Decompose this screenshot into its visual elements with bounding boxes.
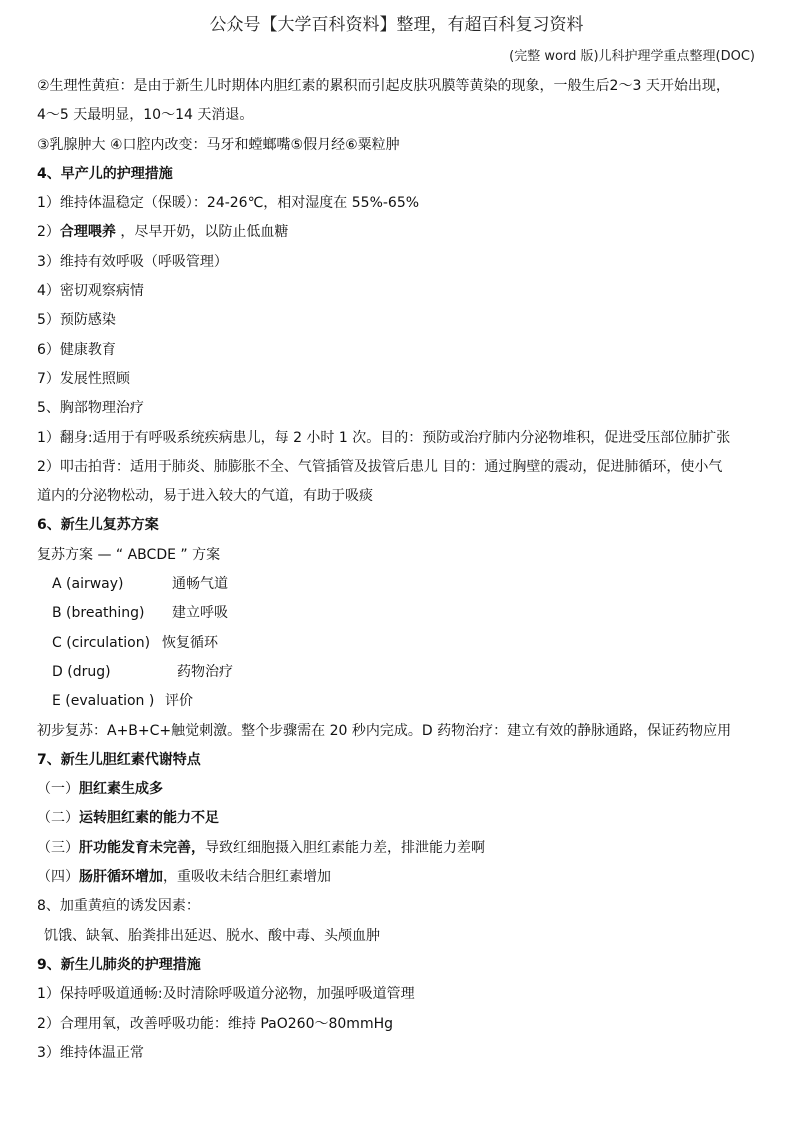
abcde-value: 建立呼吸 [172, 605, 228, 622]
list-item: 2）合理用氧，改善呼吸功能：维持 PaO260～80mmHg [37, 1015, 393, 1032]
list-item-emphasis: 胆红素生成多 [79, 781, 163, 798]
section-heading: 9、新生儿肺炎的护理措施 [37, 956, 201, 973]
paragraph-line: 饥饿、缺氧、胎粪排出延迟、脱水、酸中毒、头颅血肿 [44, 927, 380, 944]
list-item-text: 导致红细胞摄入胆红素能力差，排泄能力差啊 [205, 839, 485, 856]
list-item-prefix: 2） [37, 224, 60, 241]
abcde-key: A (airway) [52, 576, 124, 593]
list-item: 3）维持体温正常 [37, 1044, 144, 1061]
list-item: 7）发展性照顾 [37, 370, 130, 387]
list-item-prefix: （二） [37, 810, 79, 827]
abcde-key: C (circulation) [52, 634, 151, 651]
list-item-emphasis: 肠肝循环增加 [79, 869, 163, 886]
list-item-text: ，尽早开奶，以防止低血糖 [115, 224, 289, 241]
list-item: 1）维持体温稳定（保暖）：24-26℃，相对湿度在 55%-65% [37, 195, 420, 212]
list-item [37, 775, 762, 804]
list-item-continuation: 道内的分泌物松动，易于进入较大的气道，有助于吸痰 [37, 488, 373, 505]
list-item-prefix: （一） [37, 781, 79, 798]
abcde-value: 评价 [165, 693, 193, 710]
abcde-value: 通畅气道 [172, 576, 228, 593]
list-item [37, 804, 762, 833]
section-heading: 5、胸部物理治疗 [37, 400, 144, 417]
list-item: 1）翻身:适用于有呼吸系统疾病患儿，每 2 小时 1 次。目的：预防或治疗肺内分泌物堆积，促进受压部位肺扩张 [37, 429, 731, 446]
list-item [37, 863, 762, 892]
paragraph-line: 复苏方案 — “ ABCDE ” 方案 [37, 546, 221, 563]
list-item: 5）预防感染 [37, 312, 116, 329]
paragraph-line: 4～5 天最明显，10～14 天消退。 [37, 107, 254, 124]
list-item-text: ，重吸收未结合胆红素增加 [163, 869, 331, 886]
list-item-emphasis: 运转胆红素的能力不足 [79, 810, 219, 827]
abcde-row [37, 687, 762, 716]
list-item: 1）保持呼吸道通畅:及时清除呼吸道分泌物，加强呼吸道管理 [37, 986, 415, 1003]
abcde-row [37, 629, 762, 658]
abcde-key: B (breathing) [52, 605, 145, 622]
list-item: 3）维持有效呼吸（呼吸管理） [37, 253, 228, 270]
paragraph-line: ②生理性黄疸：是由于新生儿时期体内胆红素的累积而引起皮肤巩膜等黄染的现象，一般生后2～3 天开始出现， [37, 78, 730, 94]
paragraph-line: ③乳腺肿大 ④口腔内改变：马牙和螳螂嘴⑤假月经⑥粟粒肿 [37, 136, 400, 153]
list-item: 4）密切观察病情 [37, 283, 144, 300]
list-item-emphasis: 合理喂养 [59, 224, 116, 241]
abcde-row [37, 599, 762, 628]
section-heading: 6、新生儿复苏方案 [37, 517, 159, 534]
abcde-row [37, 570, 762, 599]
list-item [37, 218, 762, 247]
page-header-title: 公众号【大学百科资料】整理，有超百科复习资料 [209, 15, 584, 35]
abcde-key: D (drug) [52, 663, 111, 680]
section-heading: 4、早产儿的护理措施 [37, 165, 173, 182]
section-heading: 7、新生儿胆红素代谢特点 [37, 751, 201, 768]
section-heading: 8、加重黄疸的诱发因素： [37, 898, 200, 915]
list-item: 2）叩击拍背：适用于肺炎、肺膨胀不全、气管插管及拔管后患儿 目的：通过胸壁的震动，促进肺循环，使小气 [37, 458, 723, 475]
document-body [37, 72, 762, 1068]
abcde-row [37, 658, 762, 687]
list-item [37, 834, 762, 863]
paragraph-line: 初步复苏：A+B+C+触觉刺激。整个步骤需在 20 秒内完成。D 药物治疗：建立有效的静脉通路，保证药物应用 [37, 722, 732, 739]
list-item-prefix: （三） [37, 839, 79, 856]
list-item-prefix: （四） [37, 869, 79, 886]
abcde-value: 恢复循环 [162, 634, 218, 651]
list-item: 6）健康教育 [37, 341, 116, 358]
document-subtitle: (完整 word 版)儿科护理学重点整理(DOC) [509, 49, 755, 64]
abcde-key: E (evaluation ) [52, 693, 155, 710]
abcde-value: 药物治疗 [177, 663, 233, 680]
list-item-emphasis: 肝功能发育未完善， [79, 839, 205, 856]
